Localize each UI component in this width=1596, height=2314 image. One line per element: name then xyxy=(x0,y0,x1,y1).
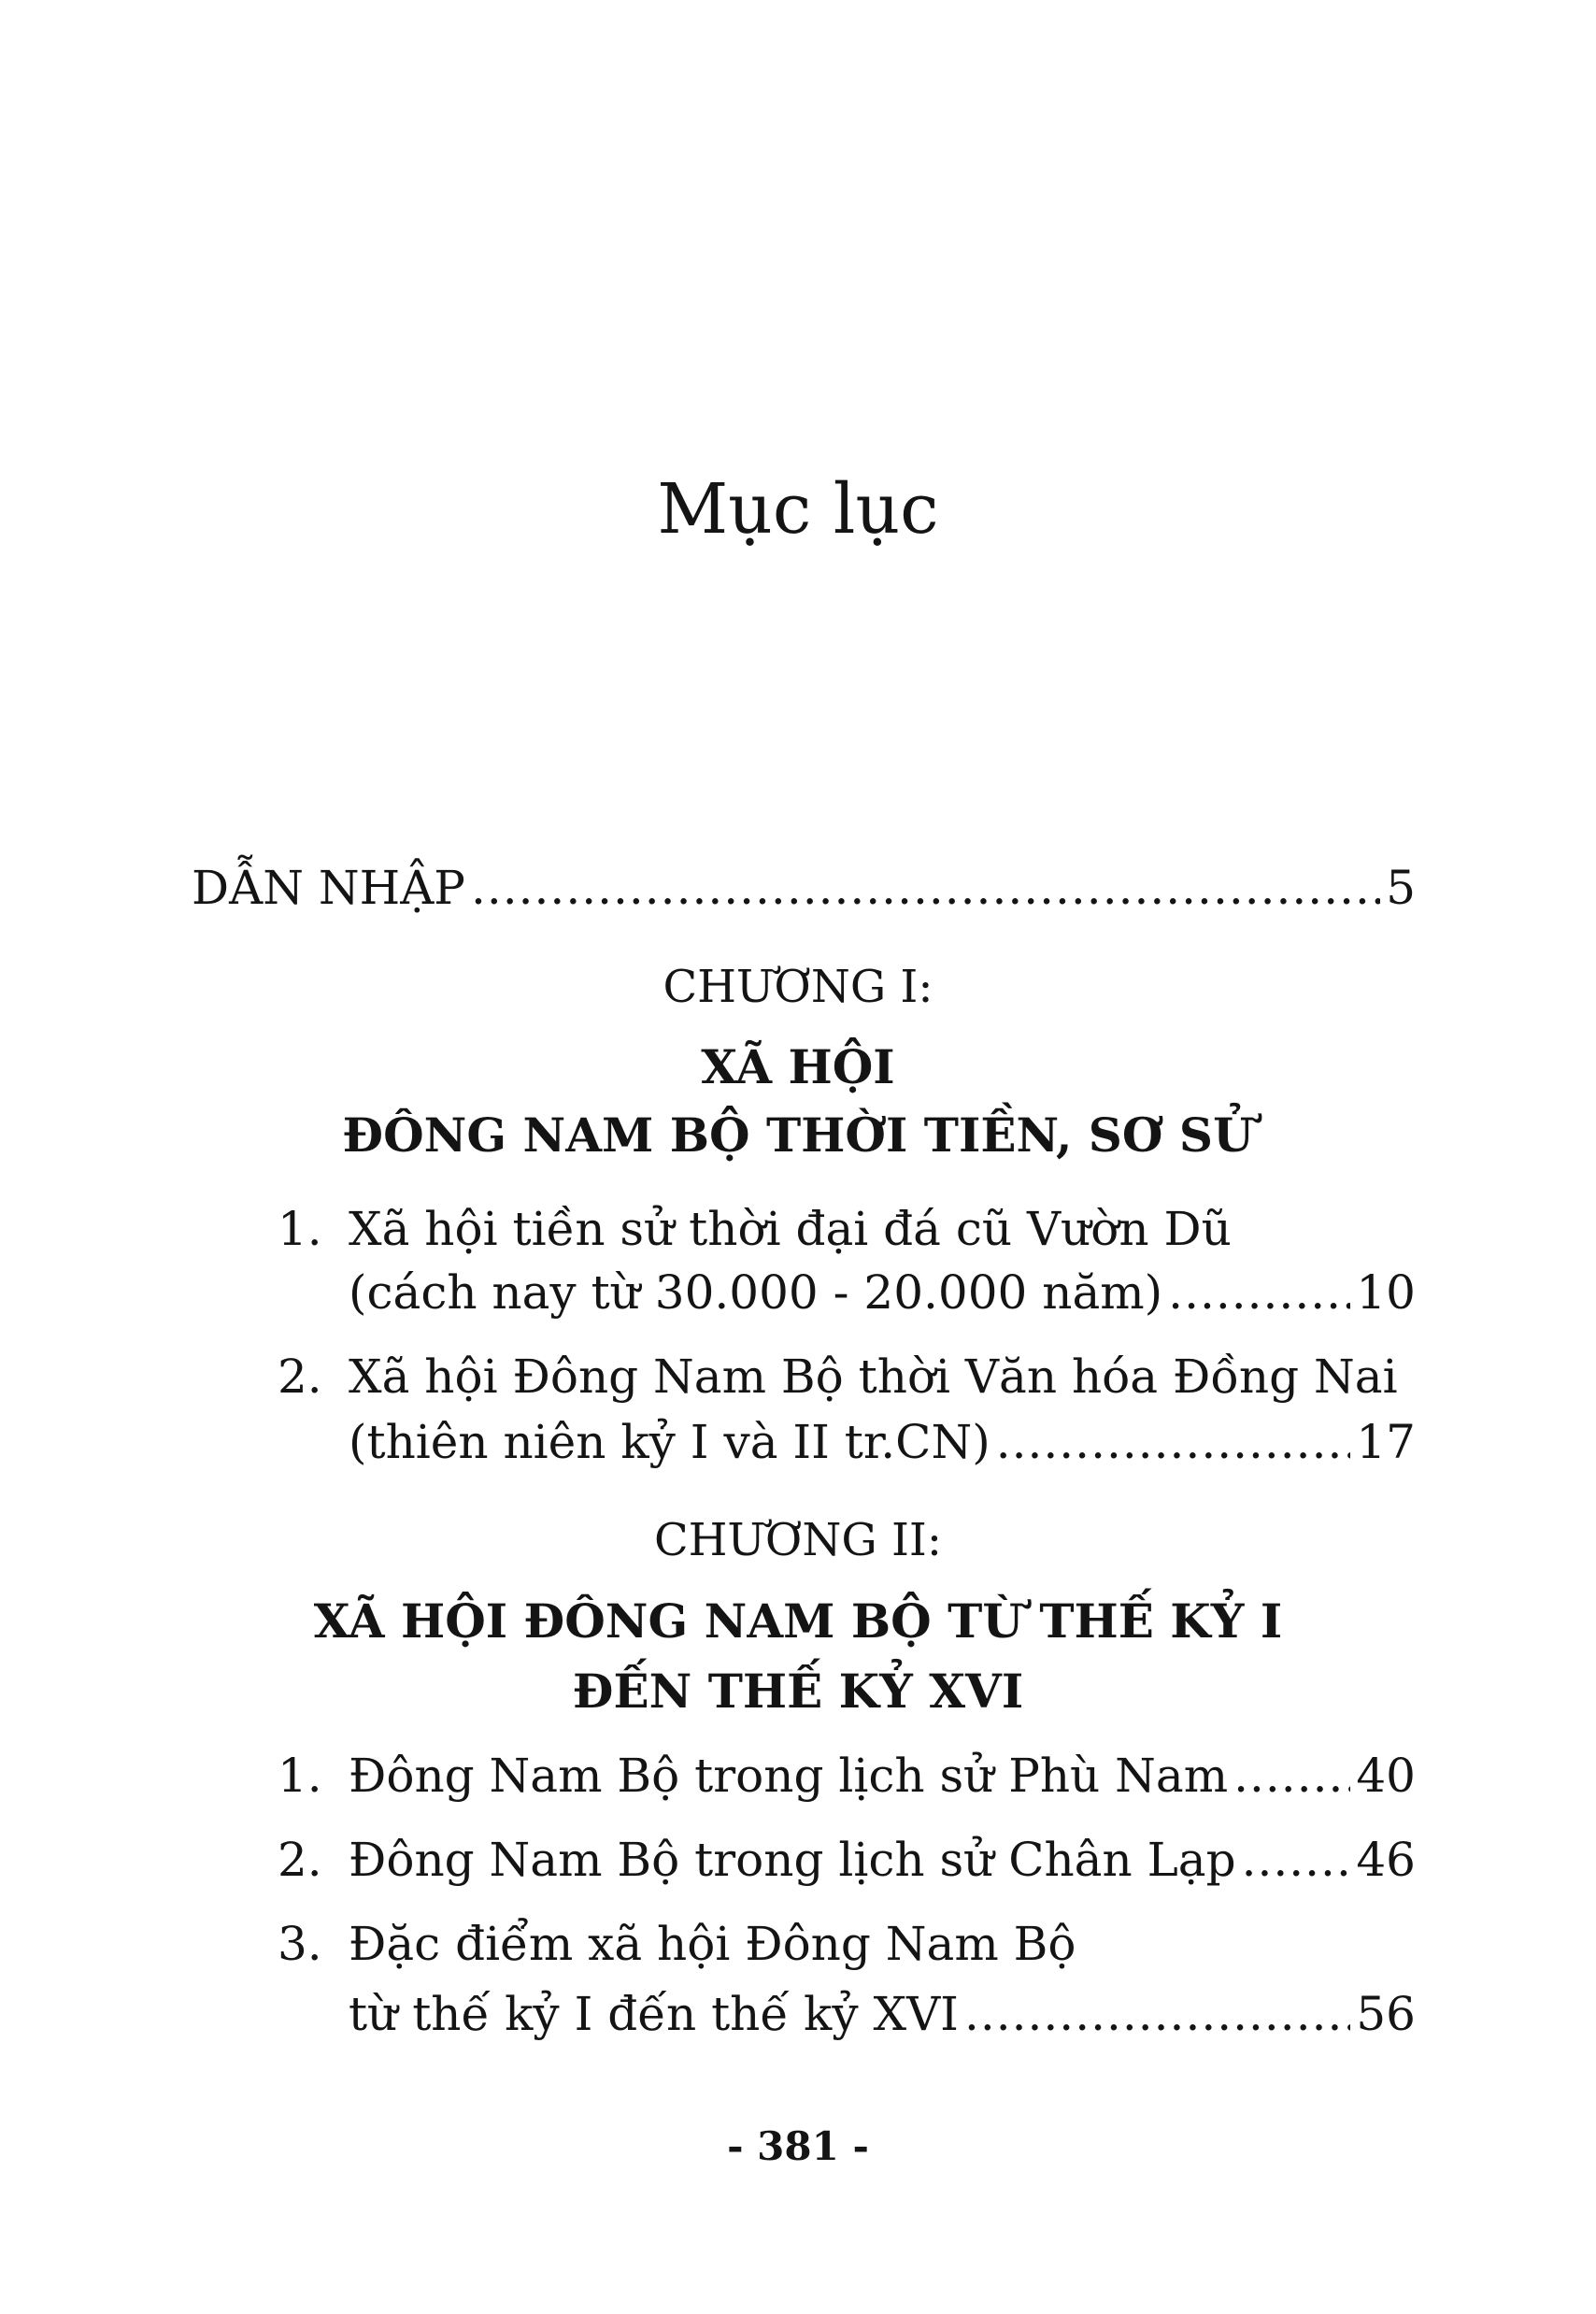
toc-item-number: 1. xyxy=(278,1202,322,1256)
toc-page-number: 46 xyxy=(1356,1833,1416,1887)
toc-entry-label: Đông Nam Bộ trong lịch sử Chân Lạp xyxy=(349,1833,1236,1887)
toc-item-number: 3. xyxy=(278,1917,322,1971)
toc-page-number: 10 xyxy=(1356,1265,1416,1320)
toc-item-number: 2. xyxy=(278,1350,322,1404)
dot-leader xyxy=(1242,1832,1351,1888)
toc-item-number: 2. xyxy=(278,1833,322,1887)
chapter-2-label: CHƯƠNG II: xyxy=(653,1514,943,1566)
toc-item-line1[interactable]: Xã hội tiền sử thời đại đá cũ Vườn Dũ xyxy=(349,1202,1232,1256)
toc-item-line2: (cách nay từ 30.000 - 20.000 năm) xyxy=(349,1265,1163,1320)
toc-item-line2: (thiên niên kỷ I và II tr.CN) xyxy=(349,1415,990,1469)
chapter-2-heading-line1: XÃ HỘI ĐÔNG NAM BỘ TỪ THẾ KỶ I xyxy=(313,1593,1283,1649)
toc-page-number: 40 xyxy=(1356,1749,1416,1803)
toc-item-line1[interactable]: Xã hội Đông Nam Bộ thời Văn hóa Đồng Nai xyxy=(349,1350,1398,1404)
toc-item-line1[interactable]: Đặc điểm xã hội Đông Nam Bộ xyxy=(349,1917,1076,1971)
toc-page-number: 56 xyxy=(1356,1987,1416,2041)
page-number: - 381 - xyxy=(727,2123,869,2169)
toc-page-number: 17 xyxy=(1356,1415,1416,1469)
toc-entry-ch1-2[interactable] xyxy=(349,1414,1416,1470)
toc-entry-ch2-2[interactable] xyxy=(349,1832,1416,1888)
toc-entry-ch2-1[interactable] xyxy=(349,1748,1416,1804)
dot-leader xyxy=(471,860,1380,916)
toc-entry-label: DẪN NHẬP xyxy=(192,861,465,915)
dot-leader xyxy=(964,1986,1350,2042)
toc-entry-intro[interactable] xyxy=(192,860,1416,916)
toc-item-number: 1. xyxy=(278,1749,322,1803)
chapter-1-heading-line2: ĐÔNG NAM BỘ THỜI TIỀN, SƠ SỬ xyxy=(342,1107,1254,1163)
toc-entry-ch1-1[interactable] xyxy=(349,1264,1416,1321)
toc-entry-label: Đông Nam Bộ trong lịch sử Phù Nam xyxy=(349,1749,1229,1803)
toc-page-number: 5 xyxy=(1386,861,1416,915)
chapter-1-label: CHƯƠNG I: xyxy=(663,961,933,1013)
toc-entry-ch2-3[interactable] xyxy=(349,1986,1416,2042)
chapter-1-heading-line1: XÃ HỘI xyxy=(701,1039,895,1094)
dot-leader xyxy=(1233,1748,1350,1804)
dot-leader xyxy=(996,1414,1351,1470)
chapter-2-heading-line2: ĐẾN THẾ KỶ XVI xyxy=(572,1664,1024,1719)
toc-item-line2: từ thế kỷ I đến thế kỷ XVI xyxy=(349,1987,959,2041)
page-title: Mục lục xyxy=(657,469,939,550)
dot-leader xyxy=(1168,1264,1350,1321)
